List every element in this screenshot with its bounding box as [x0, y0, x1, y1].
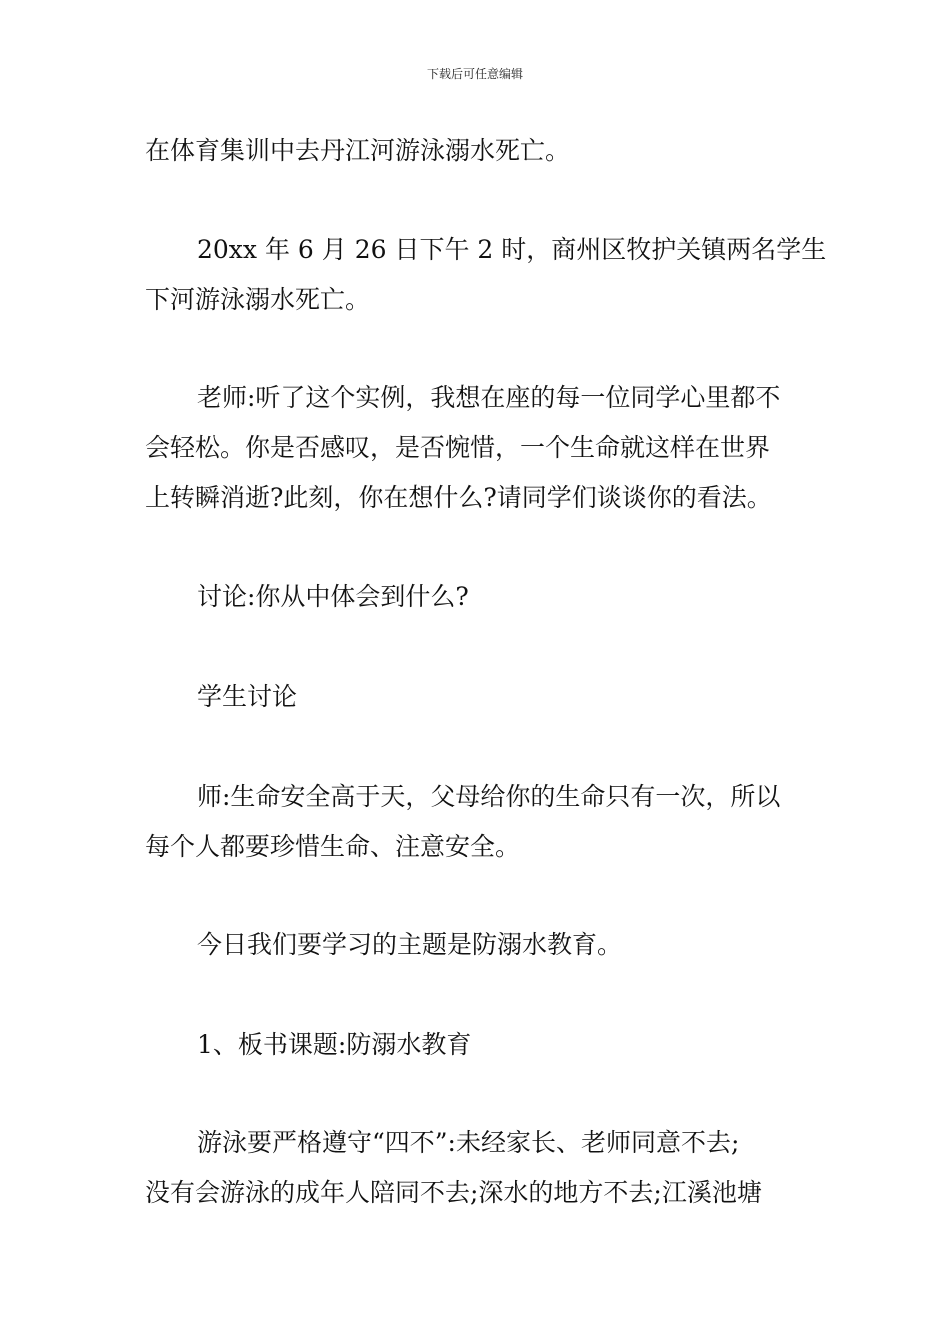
paragraph-line: 没有会游泳的成年人陪同不去;深水的地方不去;江溪池塘	[145, 1178, 762, 1207]
paragraph-line: 下河游泳溺水死亡。	[145, 285, 371, 314]
paragraph-line: 每个人都要珍惜生命、注意安全。	[145, 832, 521, 861]
paragraph-8	[145, 1020, 807, 1070]
paragraph-line: 师:生命安全高于天，父母给你的生命只有一次，所以	[197, 782, 781, 811]
paragraph-6	[145, 772, 807, 872]
page-header: 下载后可任意编辑	[426, 67, 523, 81]
paragraph-line: 1、板书课题:防溺水教育	[197, 1030, 472, 1059]
paragraph-3	[145, 373, 807, 523]
paragraph-line: 在体育集训中去丹江河游泳溺水死亡。	[145, 136, 571, 165]
paragraph-line: 讨论:你从中体会到什么?	[197, 582, 469, 611]
paragraph-7	[145, 920, 807, 970]
paragraph-line: 老师:听了这个实例，我想在座的每一位同学心里都不	[197, 383, 781, 412]
paragraph-2	[145, 225, 827, 325]
paragraph-line: 今日我们要学习的主题是防溺水教育。	[197, 930, 623, 959]
paragraph-4	[145, 572, 807, 622]
paragraph-9	[145, 1118, 807, 1218]
paragraph-1	[145, 126, 807, 176]
paragraph-5	[145, 672, 807, 722]
paragraph-line: 会轻松。你是否感叹，是否惋惜，一个生命就这样在世界	[145, 433, 771, 462]
paragraph-line: 20xx 年 6 月 26 日下午 2 时，商州区牧护关镇两名学生	[197, 235, 827, 264]
paragraph-line: 上转瞬消逝?此刻，你在想什么?请同学们谈谈你的看法。	[145, 483, 772, 512]
paragraph-line: 学生讨论	[197, 682, 298, 711]
paragraph-line: 游泳要严格遵守“四不”:未经家长、老师同意不去;	[197, 1128, 740, 1157]
